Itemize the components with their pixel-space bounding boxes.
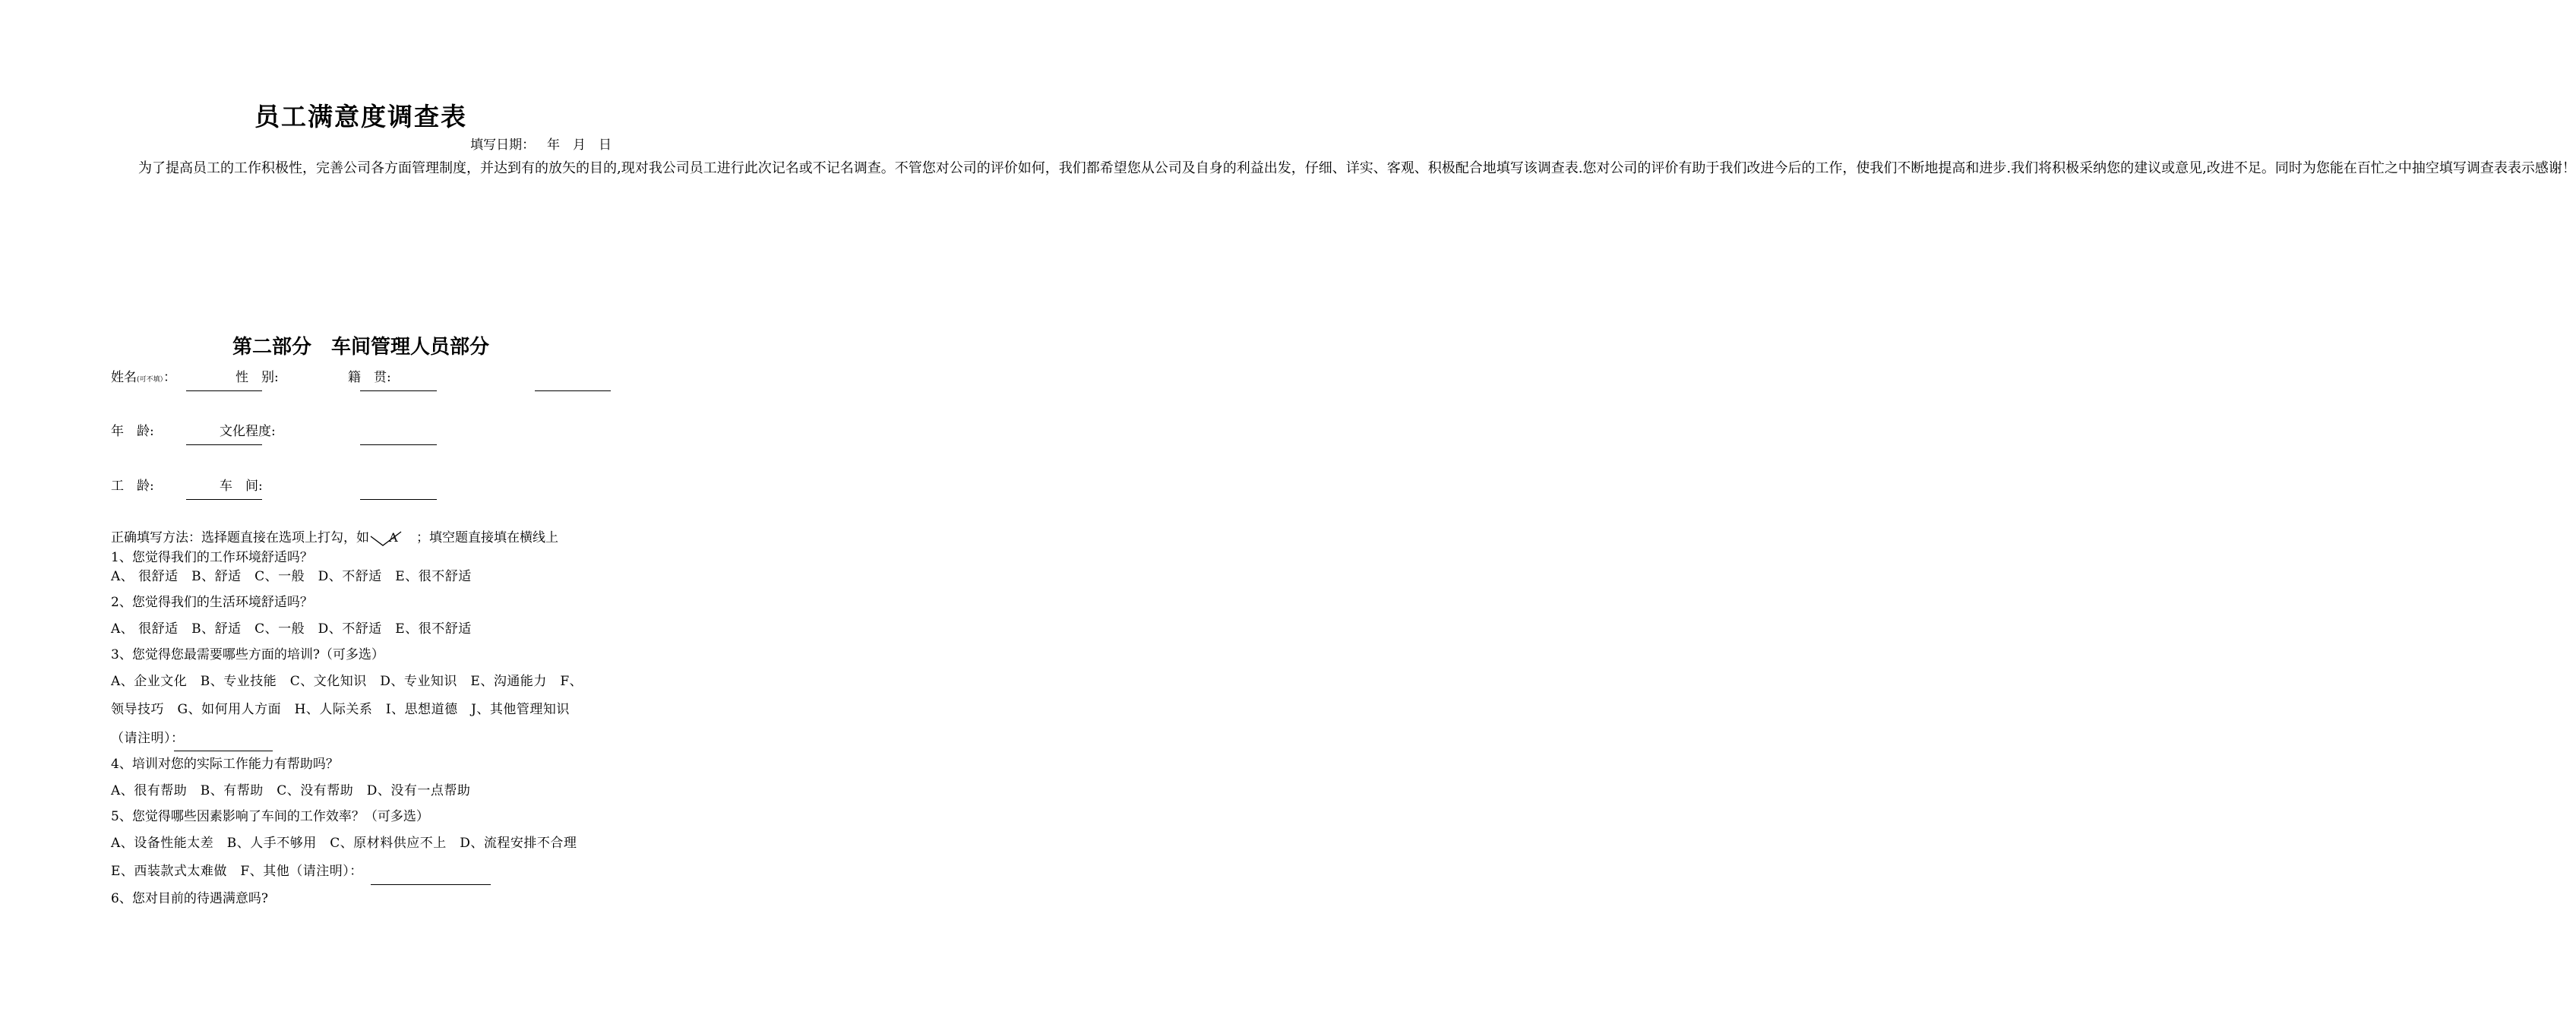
- instruction-after: ；填空题直接填在横线上: [416, 530, 558, 545]
- question-5-options-line1[interactable]: A、设备性能太差 B、人手不够用 C、原材料供应不上 D、流程安排不合理: [111, 836, 577, 851]
- question-2-options[interactable]: A、 很舒适 B、舒适 C、一般 D、不舒适 E、很不舒适: [111, 621, 472, 637]
- question-3-options-line2[interactable]: 领导技巧 G、如何用人方面 H、人际关系 I、思想道德 J、其他管理知识: [111, 702, 570, 717]
- instruction-line: [111, 526, 558, 547]
- question-2: 2、您觉得我们的生活环境舒适吗？: [111, 595, 313, 610]
- intro-paragraph: [111, 154, 2576, 184]
- name-blank[interactable]: [186, 390, 262, 391]
- question-1-options[interactable]: A、 很舒适 B、舒适 C、一般 D、不舒适 E、很不舒适: [111, 569, 472, 584]
- question-5-options-line2[interactable]: E、西装款式太难做 F、其他（请注明）：: [111, 864, 363, 879]
- page-title: 员工满意度调查表: [254, 102, 467, 131]
- instruction-before: 正确填写方法：选择题直接在选项上打勾，如: [111, 530, 369, 545]
- question-3: 3、您觉得您最需要哪些方面的培训?（可多选）: [111, 647, 384, 662]
- name-label: [111, 366, 176, 385]
- workshop-blank[interactable]: [360, 499, 437, 500]
- question-1: 1、您觉得我们的工作环境舒适吗？: [111, 550, 313, 565]
- fill-date: 填写日期： 年 月 日: [470, 138, 612, 153]
- age-label: 年 龄:: [111, 424, 154, 439]
- gender-label: 性 别:: [235, 370, 279, 385]
- origin-blank[interactable]: [535, 390, 611, 391]
- question-5-other-blank[interactable]: [371, 884, 491, 885]
- education-blank[interactable]: [360, 444, 437, 445]
- check-example: [369, 530, 416, 547]
- check-example-letter: A: [389, 529, 398, 545]
- question-3-options-line1[interactable]: A、企业文化 B、专业技能 C、文化知识 D、专业知识 E、沟通能力 F、: [111, 674, 583, 689]
- education-label: 文化程度:: [220, 424, 276, 439]
- question-4: 4、培训对您的实际工作能力有帮助吗？: [111, 757, 339, 772]
- question-6: 6、您对目前的待遇满意吗?: [111, 891, 268, 906]
- question-4-options[interactable]: A、很有帮助 B、有帮助 C、没有帮助 D、没有一点帮助: [111, 783, 471, 798]
- section-title: 第二部分 车间管理人员部分: [232, 336, 489, 359]
- name-label-text: 姓名: [111, 370, 137, 385]
- name-note: (可不填）: [137, 376, 164, 384]
- name-colon: ：: [163, 370, 177, 385]
- seniority-blank[interactable]: [186, 499, 262, 500]
- question-3-options-line3: （请注明）：: [111, 731, 185, 746]
- intro-text: 为了提高员工的工作积极性，完善公司各方面管理制度，并达到有的放矢的目的,现对我公司员工进行此次记名或不记名调查。不管您对公司的评价如何，我们都希望您从公司及自身的利益出发，仔细、详实、客观、积极配合地填写该调查表.您对公司的评价有助于我们改进今后的工作，使我们不断地提高和进步.我们将积极采纳您的建议或意见,改进不足。同时为您能在百忙之中抽空填写调查表表示感谢！: [138, 160, 2576, 176]
- workshop-label: 车 间:: [220, 479, 263, 494]
- seniority-label: 工 龄:: [111, 479, 154, 494]
- gender-blank[interactable]: [360, 390, 437, 391]
- question-5: 5、您觉得哪些因素影响了车间的工作效率？（可多选）: [111, 809, 429, 824]
- age-blank[interactable]: [186, 444, 262, 445]
- origin-label: 籍 贯:: [348, 370, 391, 385]
